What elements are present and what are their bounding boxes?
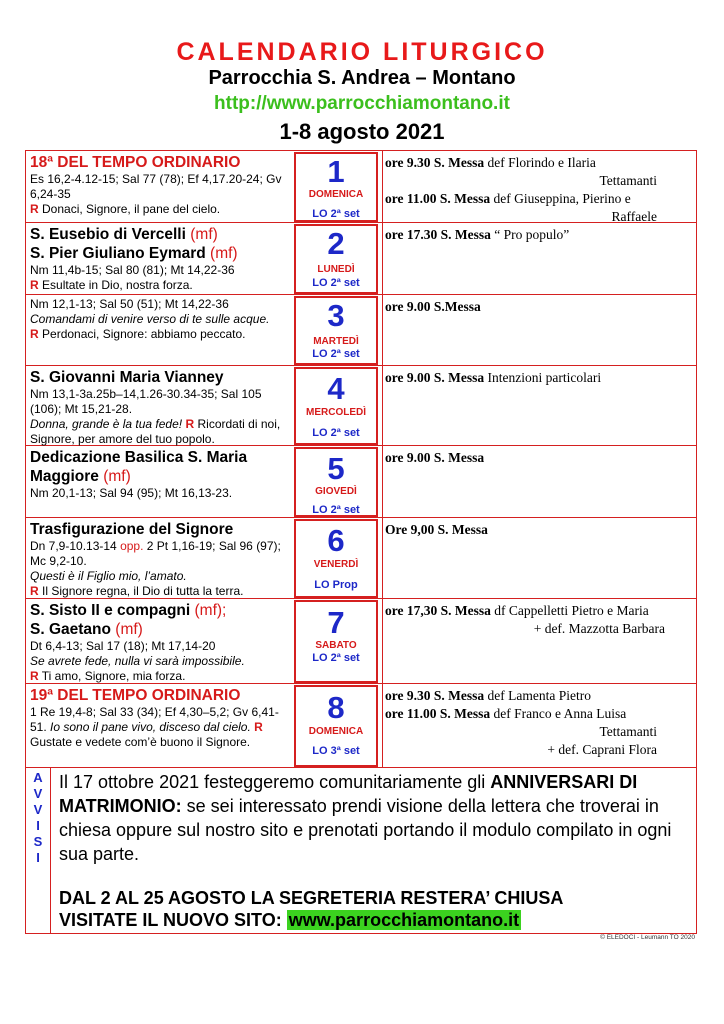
day-box [294, 600, 378, 683]
day-row-1 [26, 151, 696, 223]
office-closed-notice: DAL 2 AL 25 AGOSTO LA SEGRETERIA RESTERA’ CHIUSA [59, 888, 564, 908]
column-divider [382, 684, 383, 768]
psalter-week: LO 2ª set [312, 348, 360, 360]
day-name: MARTEDÌ [313, 336, 359, 347]
readings: Dt 6,4-13; Sal 17 (18); Mt 17,14-20 [30, 639, 216, 653]
day-box [294, 152, 378, 222]
liturgy-cell [30, 686, 292, 750]
antiphon: Se avrete fede, nulla vi sarà impossibile. [30, 654, 245, 668]
day-box [294, 296, 378, 365]
liturgy-title: S. Sisto II e compagni (mf); [30, 602, 227, 619]
mass-entry: ore 11.00 S. Messa def Giuseppina, Pierino e [385, 191, 631, 206]
mass-entry: ore 9.30 S. Messa def Lamenta Pietro [385, 688, 591, 703]
readings: 1 Re 19,4-8; Sal 33 (34); Ef 4,30–5,2; Gv 6,41-51. Io sono il pane vivo, disceso dal cielo. R Gustate e vedete com’è buono il Signore. [30, 705, 279, 749]
anniversary-highlight: ANNIVERSARI DI MATRIMONIO: [59, 772, 638, 816]
column-divider [382, 151, 383, 222]
column-divider [382, 599, 383, 683]
readings: Dn 7,9-10.13-14 opp. 2 Pt 1,16-19; Sal 96 (97); Mc 9,2-10. [30, 539, 281, 568]
liturgy-cell [30, 601, 292, 684]
day-name: DOMENICA [308, 189, 364, 200]
day-row-7 [26, 599, 696, 684]
liturgy-title: Trasfigurazione del Signore [30, 521, 234, 538]
response-marker: R [30, 202, 39, 216]
mass-schedule [385, 298, 693, 316]
liturgy-cell [30, 225, 292, 293]
psalter-week: LO Prop [314, 579, 358, 591]
calendar-table [25, 150, 697, 768]
readings: Nm 20,1-13; Sal 94 (95); Mt 16,13-23. [30, 486, 233, 500]
psalter-week: LO 2ª set [312, 504, 360, 516]
anniversary-notice: Il 17 ottobre 2021 festeggeremo comunitariamente gli ANNIVERSARI DI MATRIMONIO: se sei interessato prendi visione della lettera che troverai in chiesa oppure sul nostro sito e prenotati portando il modulo compilato in ogni sua parte. [59, 772, 672, 864]
day-row-2 [26, 223, 696, 295]
day-row-4 [26, 366, 696, 446]
day-number: 1 [327, 154, 345, 189]
notices-box [25, 768, 697, 934]
mass-schedule [385, 449, 693, 467]
response-marker: R [30, 584, 39, 598]
liturgy-cell [30, 153, 292, 217]
notices-letter: I [36, 850, 40, 865]
liturgy-title: 18ª DEL TEMPO ORDINARIO [30, 154, 241, 171]
antiphon: Comandami di venire verso di te sulle acque. [30, 312, 270, 326]
readings: Nm 11,4b-15; Sal 80 (81); Mt 14,22-36 [30, 263, 235, 277]
psalter-week: LO 2ª set [312, 427, 360, 439]
mass-schedule [385, 602, 693, 638]
mass-entry: ore 9.00 S. Messa [385, 450, 485, 465]
day-name: GIOVEDÌ [315, 486, 357, 497]
liturgy-cell [30, 368, 292, 447]
response: R Il Signore regna, il Dio di tutta la terra. [30, 584, 244, 598]
psalter-week: LO 2ª set [312, 652, 360, 664]
copyright-credit: © ELEDOCI - Leumann TO 2020 [600, 934, 695, 941]
site-link[interactable]: www.parrocchiamontano.it [288, 910, 520, 930]
liturgy-cell [30, 448, 292, 501]
liturgy-title: 19ª DEL TEMPO ORDINARIO [30, 687, 241, 704]
day-number: 8 [327, 690, 345, 725]
day-number: 3 [327, 298, 345, 333]
notices-letter: V [33, 802, 43, 817]
day-number: 6 [327, 523, 345, 558]
liturgy-title: Dedicazione Basilica S. Maria Maggiore (mf) [30, 449, 248, 485]
mass-entry-cont: Tettamanti [599, 724, 657, 739]
psalter-week: LO 2ª set [312, 277, 360, 289]
column-divider [382, 295, 383, 365]
day-name: DOMENICA [308, 726, 364, 737]
day-box [294, 224, 378, 294]
response: R Donaci, Signore, il pane del cielo. [30, 202, 221, 216]
liturgy-title: S. Pier Giuliano Eymard (mf) [30, 245, 238, 262]
psalter-week: LO 2ª set [312, 208, 360, 220]
mass-entry-cont: Raffaele [611, 209, 657, 224]
visit-site-notice: VISITATE IL NUOVO SITO: www.parrocchiamontano.it [59, 910, 520, 930]
parish-website[interactable]: http://www.parrocchiamontano.it [214, 93, 510, 114]
column-divider [382, 366, 383, 445]
column-divider [382, 518, 383, 598]
liturgy-title: S. Gaetano (mf) [30, 621, 143, 638]
response: R Perdonaci, Signore: abbiamo peccato. [30, 327, 246, 341]
day-box [294, 447, 378, 517]
mass-entry: ore 11.00 S. Messa def Franco e Anna Luisa [385, 706, 627, 721]
mass-schedule [385, 226, 693, 244]
day-box [294, 685, 378, 767]
mass-entry-cont: Tettamanti [599, 173, 657, 188]
mass-entry: ore 9.00 S. Messa Intenzioni particolari [385, 370, 602, 385]
day-row-5 [26, 446, 696, 518]
mass-entry: ore 17.30 S. Messa “ Pro populo” [385, 227, 570, 242]
day-name: LUNEDÌ [317, 264, 355, 275]
notices-letter: S [33, 834, 43, 849]
day-row-8 [26, 684, 696, 768]
mass-schedule [385, 154, 693, 226]
day-number: 5 [327, 451, 345, 486]
liturgy-title: S. Giovanni Maria Vianney [30, 369, 224, 386]
day-number: 7 [327, 605, 345, 640]
liturgy-title: S. Eusebio di Vercelli (mf) [30, 226, 218, 243]
readings: Es 16,2-4.12-15; Sal 77 (78); Ef 4,17.20-24; Gv 6,24-35 [30, 172, 282, 201]
opp-marker: opp. [120, 539, 144, 553]
notices-label [26, 768, 51, 933]
liturgy-cell [30, 297, 292, 342]
response: R Esultate in Dio, nostra forza. [30, 278, 193, 292]
response-marker: R [254, 720, 263, 734]
readings: Nm 12,1-13; Sal 50 (51); Mt 14,22-36 [30, 297, 229, 311]
day-number: 2 [327, 226, 345, 261]
parish-name: Parrocchia S. Andrea – Montano [208, 67, 516, 89]
notices-letter: A [33, 770, 43, 785]
mass-entry-cont: + def. Mazzotta Barbara [533, 621, 665, 636]
mass-schedule [385, 369, 693, 387]
day-name: SABATO [315, 640, 357, 651]
mass-schedule [385, 521, 693, 539]
mass-entry-cont: + def. Caprani Flora [547, 742, 657, 757]
day-box [294, 367, 378, 445]
mass-schedule [385, 687, 693, 759]
day-box [294, 519, 378, 598]
response-marker: R [30, 278, 39, 292]
day-name: MERCOLEDÌ [306, 407, 366, 418]
antiphon: Donna, grande è la tua fede! R Ricordati di noi, Signore, per amore del tuo popolo. [30, 417, 281, 446]
notices-letter: V [33, 786, 43, 801]
column-divider [382, 446, 383, 517]
notices-letter: I [36, 818, 40, 833]
readings: Nm 13,1-3a.25b–14,1.26-30.34-35; Sal 105 (106); Mt 15,21-28. [30, 387, 262, 416]
day-row-6 [26, 518, 696, 599]
antiphon: Questi è il Figlio mio, l’amato. [30, 569, 187, 583]
mass-entry: ore 17,30 S. Messa df Cappelletti Pietro e Maria [385, 603, 649, 618]
mass-entry: ore 9.30 S. Messa def Florindo e Ilaria [385, 155, 596, 170]
date-range: 1-8 agosto 2021 [279, 119, 445, 144]
response-marker: R [30, 669, 39, 683]
day-row-3 [26, 295, 696, 366]
liturgy-cell [30, 520, 292, 599]
response-marker: R [30, 327, 39, 341]
mass-entry: ore 9.00 S.Messa [385, 299, 481, 314]
column-divider [382, 223, 383, 294]
response: R Ti amo, Signore, mia forza. [30, 669, 186, 683]
day-number: 4 [327, 371, 345, 406]
page-title: CALENDARIO LITURGICO [176, 38, 548, 66]
office-notice [59, 887, 699, 931]
day-name: VENERDÌ [313, 559, 359, 570]
response-marker: R [185, 417, 195, 431]
psalter-week: LO 3ª set [312, 745, 360, 757]
mass-entry: Ore 9,00 S. Messa [385, 522, 488, 537]
